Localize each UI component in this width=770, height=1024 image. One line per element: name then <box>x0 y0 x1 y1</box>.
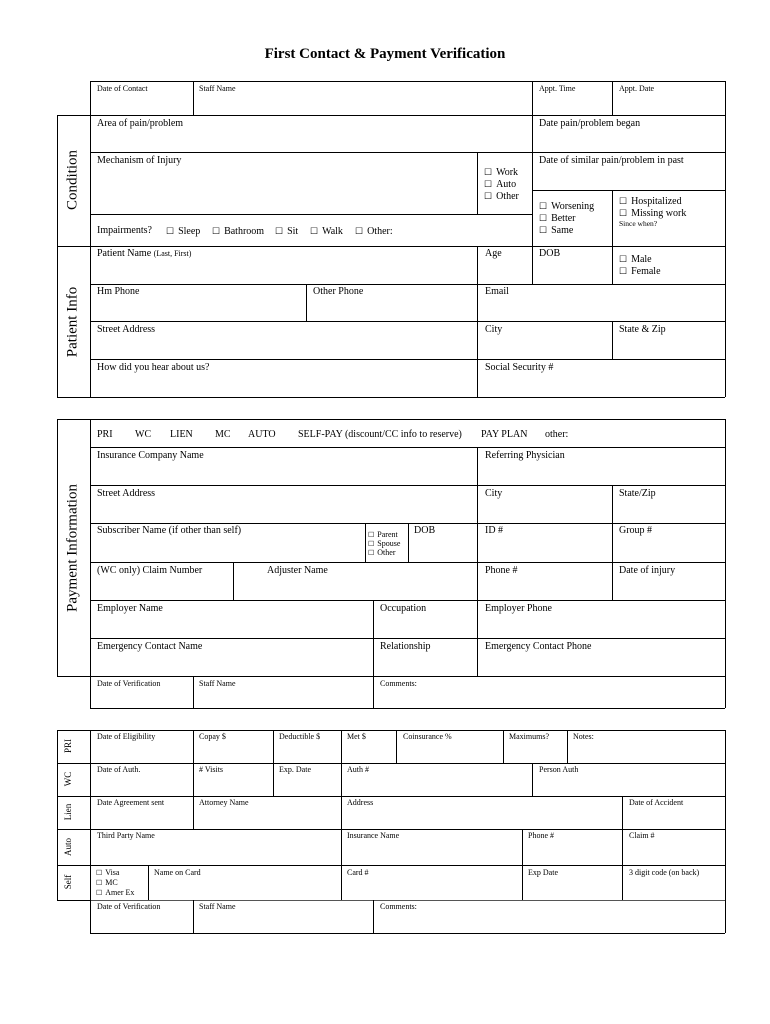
payment-type-pay-plan[interactable]: PAY PLAN <box>481 429 528 440</box>
payment-type-other[interactable]: other: <box>545 429 569 440</box>
payment-type-mc[interactable]: MC <box>215 429 231 440</box>
checkbox-icon: ☐ <box>484 167 493 177</box>
checkbox-missing-work[interactable]: ☐ Missing work <box>619 208 687 219</box>
checkbox-other-impairment[interactable]: ☐ Other: <box>355 226 393 237</box>
appt-date-label: Appt. Date <box>619 84 655 93</box>
payment-type-lien[interactable]: LIEN <box>170 429 193 440</box>
date-of-eligibility-label: Date of Eligibility <box>97 732 156 741</box>
date-similar-pain-label: Date of similar pain/problem in past <box>539 155 684 166</box>
checkbox-hospitalized[interactable]: ☐ Hospitalized <box>619 196 682 207</box>
checkbox-better[interactable]: ☐ Better <box>539 213 576 224</box>
card-number-label: Card # <box>347 868 369 877</box>
final-date-of-verification-label: Date of Verification <box>97 902 161 911</box>
staff-name-label: Staff Name <box>199 84 236 93</box>
checkbox-other-mechanism[interactable]: ☐ Other <box>484 191 519 202</box>
notes-label: Notes: <box>573 732 594 741</box>
date-of-contact-label: Date of Contact <box>97 84 148 93</box>
checkbox-icon: ☐ <box>355 226 364 236</box>
payment-date-of-verification-label: Date of Verification <box>97 679 161 688</box>
lien-address-label: Address <box>347 798 374 807</box>
checkbox-sit[interactable]: ☐ Sit <box>275 226 299 237</box>
claim-label: Claim # <box>629 831 655 840</box>
date-pain-began-label: Date pain/problem began <box>539 118 641 129</box>
checkbox-walk[interactable]: ☐ Walk <box>310 226 343 237</box>
checkbox-icon: ☐ <box>96 889 103 897</box>
payment-comments-label: Comments: <box>380 679 417 688</box>
date-of-injury-label: Date of injury <box>619 565 676 576</box>
auto-phone-label: Phone # <box>528 831 554 840</box>
payment-city-label: City <box>485 488 503 499</box>
checkbox-icon: ☐ <box>368 540 375 548</box>
dob-label: DOB <box>539 248 561 259</box>
checkbox-icon: ☐ <box>368 531 375 539</box>
attorney-name-label: Attorney Name <box>199 798 249 807</box>
name-on-card-label: Name on Card <box>154 868 201 877</box>
payment-type-pri[interactable]: PRI <box>97 429 113 440</box>
final-comments-label: Comments: <box>380 902 417 911</box>
street-address-label: Street Address <box>97 324 156 335</box>
payment-type-self-pay[interactable]: SELF-PAY (discount/CC info to reserve) <box>298 429 462 440</box>
checkbox-worsening[interactable]: ☐ Worsening <box>539 201 595 212</box>
ssn-label: Social Security # <box>485 362 554 373</box>
checkbox-icon: ☐ <box>166 226 175 236</box>
condition-section-label: Condition <box>64 149 81 211</box>
how-heard-label: How did you hear about us? <box>97 362 210 373</box>
checkbox-icon: ☐ <box>539 213 548 223</box>
hm-phone-label: Hm Phone <box>97 286 140 297</box>
checkbox-work[interactable]: ☐ Work <box>484 167 519 178</box>
checkbox-icon: ☐ <box>96 879 103 887</box>
copay-label: Copay $ <box>199 732 226 741</box>
auth-number-label: Auth # <box>347 765 369 774</box>
page-title: First Contact & Payment Verification <box>264 46 506 62</box>
relationship-label: Relationship <box>380 641 431 652</box>
final-staff-name-label: Staff Name <box>199 902 236 911</box>
visits-label: # Visits <box>199 765 224 774</box>
checkbox-sleep[interactable]: ☐ Sleep <box>166 226 201 237</box>
checkbox-icon: ☐ <box>96 869 103 877</box>
auto-row-label: Auto <box>63 838 73 856</box>
city-label: City <box>485 324 503 335</box>
person-auth-label: Person Auth <box>539 765 579 774</box>
referring-physician-label: Referring Physician <box>485 450 565 461</box>
maximums-label: Maximums? <box>509 732 549 741</box>
claim-number-label: (WC only) Claim Number <box>97 565 203 576</box>
checkbox-parent[interactable]: ☐ Parent <box>368 530 398 539</box>
patient-info-section-label: Patient Info <box>64 286 81 358</box>
payment-staff-name-label: Staff Name <box>199 679 236 688</box>
cvv-label: 3 digit code (on back) <box>629 868 700 877</box>
payment-state-zip-label: State/Zip <box>619 488 656 499</box>
checkbox-icon: ☐ <box>619 254 628 264</box>
impairments-label: Impairments? <box>97 225 152 236</box>
checkbox-male[interactable]: ☐ Male <box>619 254 652 265</box>
other-phone-label: Other Phone <box>313 286 364 297</box>
deductible-label: Deductible $ <box>279 732 321 741</box>
checkbox-auto[interactable]: ☐ Auto <box>484 179 517 190</box>
payment-street-address-label: Street Address <box>97 488 156 499</box>
id-label: ID # <box>485 525 504 536</box>
checkbox-icon: ☐ <box>212 226 221 236</box>
pri-row-label: PRI <box>63 738 73 754</box>
insurance-company-label: Insurance Company Name <box>97 450 204 461</box>
subscriber-name-label: Subscriber Name (if other than self) <box>97 525 242 536</box>
employer-name-label: Employer Name <box>97 603 163 614</box>
met-label: Met $ <box>347 732 366 741</box>
occupation-label: Occupation <box>380 603 427 614</box>
date-of-auth-label: Date of Auth. <box>97 765 141 774</box>
checkbox-amer-ex[interactable]: ☐ Amer Ex <box>96 888 135 897</box>
checkbox-same[interactable]: ☐ Same <box>539 225 574 236</box>
since-when-label: Since when? <box>619 219 658 228</box>
card-exp-date-label: Exp Date <box>528 868 558 877</box>
checkbox-other-relation[interactable]: ☐ Other <box>368 548 396 557</box>
area-of-pain-label: Area of pain/problem <box>97 118 184 129</box>
date-agreement-sent-label: Date Agreement sent <box>97 798 165 807</box>
exp-date-label: Exp. Date <box>279 765 311 774</box>
checkbox-icon: ☐ <box>619 266 628 276</box>
checkbox-icon: ☐ <box>619 208 628 218</box>
employer-phone-label: Employer Phone <box>485 603 552 614</box>
insurance-name-label: Insurance Name <box>347 831 400 840</box>
subscriber-dob-label: DOB <box>414 525 436 536</box>
email-label: Email <box>485 286 509 297</box>
payment-information-section-label: Payment Information <box>64 484 81 612</box>
checkbox-icon: ☐ <box>310 226 319 236</box>
mechanism-of-injury-label: Mechanism of Injury <box>97 155 182 166</box>
payment-phone-label: Phone # <box>485 565 518 576</box>
emergency-contact-label: Emergency Contact Name <box>97 641 203 652</box>
wc-row-label: WC <box>63 771 73 787</box>
date-of-accident-label: Date of Accident <box>629 798 684 807</box>
checkbox-mc[interactable]: ☐ MC <box>96 878 118 887</box>
payment-type-wc[interactable]: WC <box>135 429 152 440</box>
checkbox-icon: ☐ <box>275 226 284 236</box>
age-label: Age <box>485 248 502 259</box>
lien-row-label: Lien <box>63 803 73 821</box>
checkbox-icon: ☐ <box>368 549 375 557</box>
patient-name-hint: (Last, First) <box>153 249 192 258</box>
payment-type-auto[interactable]: AUTO <box>248 429 276 440</box>
checkbox-icon: ☐ <box>539 225 548 235</box>
checkbox-bathroom[interactable]: ☐ Bathroom <box>212 226 265 237</box>
checkbox-spouse[interactable]: ☐ Spouse <box>368 539 401 548</box>
checkbox-icon: ☐ <box>484 179 493 189</box>
adjuster-name-label: Adjuster Name <box>267 565 328 576</box>
emergency-phone-label: Emergency Contact Phone <box>485 641 592 652</box>
checkbox-icon: ☐ <box>484 191 493 201</box>
checkbox-icon: ☐ <box>619 196 628 206</box>
third-party-name-label: Third Party Name <box>97 831 155 840</box>
checkbox-female[interactable]: ☐ Female <box>619 266 661 277</box>
group-label: Group # <box>619 525 653 536</box>
coinsurance-label: Coinsurance % <box>403 732 452 741</box>
appt-time-label: Appt. Time <box>539 84 576 93</box>
self-row-label: Self <box>63 874 73 890</box>
state-zip-label: State & Zip <box>619 324 666 335</box>
checkbox-visa[interactable]: ☐ Visa <box>96 868 120 877</box>
checkbox-icon: ☐ <box>539 201 548 211</box>
patient-name-label: Patient Name (Last, First) <box>97 248 192 259</box>
